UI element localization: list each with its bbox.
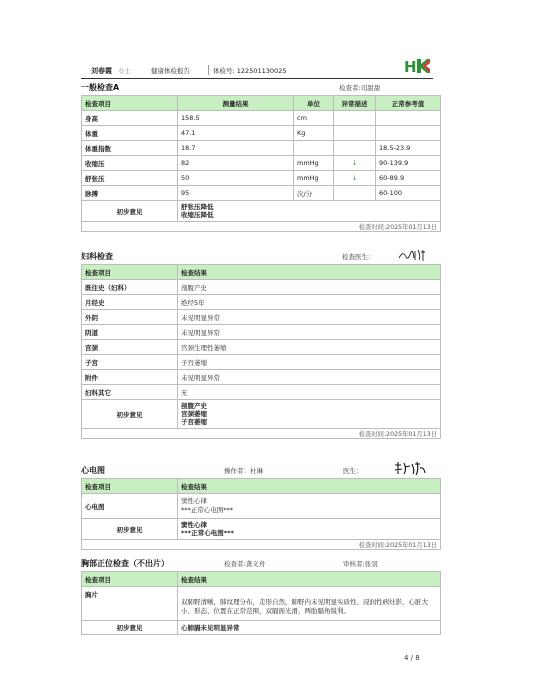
table-row [82, 370, 441, 385]
table-row [82, 111, 441, 126]
row-result: 18.7 [178, 141, 294, 156]
general-exam-table [81, 95, 441, 232]
exam-number: 体检号: 122501130025 [213, 67, 287, 75]
row-item: 体重指数 [82, 141, 178, 156]
general-inspector: 检查者:司甜甜 [339, 84, 381, 92]
row-item: 妇科其它 [82, 385, 178, 400]
summary-value: 窦性心律 ***正常心电图*** [178, 519, 441, 540]
ecg-operator: 操作者：杜琳 [224, 467, 263, 475]
row-result: 158.5 [178, 111, 294, 126]
doctor-signature-icon [397, 248, 427, 262]
row-item: 身高 [82, 111, 178, 126]
row-result: 剖腹产史 [178, 280, 441, 295]
patient-gender: 女士 [118, 67, 131, 75]
row-item: 子宫 [82, 355, 178, 370]
row-item: 既往史（妇科） [82, 280, 178, 295]
row-flag [334, 111, 376, 126]
summary-value: 剖腹产史 宫颈萎缩 子宫萎缩 [178, 400, 441, 429]
row-item: 脉搏 [82, 186, 178, 201]
summary-label: 初步意见 [82, 621, 178, 635]
table-row [82, 494, 441, 519]
row-result: 未见明显异常 [178, 310, 441, 325]
summary-row [82, 621, 441, 635]
table-row [82, 280, 441, 295]
row-unit: mmHg [294, 171, 334, 186]
row-ref: 60-100 [376, 186, 441, 201]
gyn-exam-title: 妇科检查 [81, 252, 113, 261]
summary-row [82, 519, 441, 540]
chest-exam-title: 胸部正位检查（不出片） [81, 559, 169, 568]
row-ref [376, 111, 441, 126]
exam-time: 检查时间:2025年01月13日 [82, 429, 441, 439]
row-flag [334, 126, 376, 141]
col-header-item: 检查项目 [82, 479, 178, 494]
row-result: 子宫萎缩 [178, 355, 441, 370]
chest-inspector: 检查者:龚义舟 [224, 560, 266, 568]
row-result: 50 [178, 171, 294, 186]
row-item: 阴道 [82, 325, 178, 340]
summary-value: 心肺膈未见明显异常 [178, 621, 441, 635]
row-result: 宫颈生理性萎缩 [178, 340, 441, 355]
general-exam-title: 一般检查A [81, 83, 120, 92]
row-unit: mmHg [294, 156, 334, 171]
table-row [82, 385, 441, 400]
row-result: 82 [178, 156, 294, 171]
page-number: 4 / 8 [404, 654, 420, 662]
down-arrow-icon: ↓ [334, 171, 376, 186]
doctor-signature-icon [393, 461, 427, 476]
row-item: 体重 [82, 126, 178, 141]
row-item: 舒张压 [82, 171, 178, 186]
hk-logo-icon [404, 57, 430, 75]
table-row [82, 156, 441, 171]
header-divider [208, 65, 209, 75]
col-header-item: 检查项目 [82, 96, 178, 111]
col-header-result: 检查结果 [178, 479, 441, 494]
table-row [82, 186, 441, 201]
row-flag [334, 186, 376, 201]
col-header-unit: 单位 [294, 96, 334, 111]
summary-label: 初步意见 [82, 519, 178, 540]
row-item: 心电图 [82, 494, 178, 519]
row-ref: 90-139.9 [376, 156, 441, 171]
report-header [81, 62, 433, 78]
row-item: 月经史 [82, 295, 178, 310]
summary-label: 初步意见 [82, 400, 178, 429]
chest-reviewer: 审核者:张羽 [343, 560, 378, 568]
row-ref: 60-89.9 [376, 171, 441, 186]
table-row [82, 295, 441, 310]
row-item: 收缩压 [82, 156, 178, 171]
chest-exam-table [81, 571, 441, 635]
gyn-doctor-label: 检查医生： [342, 253, 375, 261]
table-row [82, 340, 441, 355]
row-item: 外阴 [82, 310, 178, 325]
summary-row [82, 400, 441, 429]
row-item: 胸片 [82, 587, 178, 621]
table-row [82, 141, 441, 156]
row-result: 双肺野清晰，肺纹理分布，走形自然，肺野内未见明显实质性、浸润性病灶影，心脏大小、形态、位置在正常范围，双膈面光滑，两肋膈角锐利。 [178, 587, 441, 621]
summary-value: 舒张压降低 收缩压降低 [178, 201, 441, 222]
ecg-doctor-label: 医生： [343, 467, 363, 475]
col-header-flag: 异常描述 [334, 96, 376, 111]
report-title: 健康体检报告 [151, 67, 190, 75]
row-result: 窦性心律 ***正常心电图*** [178, 494, 441, 519]
summary-label: 初步意见 [82, 201, 178, 222]
col-header-result: 检查结果 [178, 265, 441, 280]
row-result: 未见明显异常 [178, 370, 441, 385]
patient-name: 刘春霞 [91, 67, 112, 75]
row-unit: 次/分 [294, 186, 334, 201]
table-row [82, 171, 441, 186]
table-row [82, 126, 441, 141]
svg-text:H: H [404, 58, 417, 75]
row-result: 未见明显异常 [178, 325, 441, 340]
gyn-exam-table [81, 264, 441, 439]
row-result: 无 [178, 385, 441, 400]
row-result: 47.1 [178, 126, 294, 141]
col-header-item: 检查项目 [82, 265, 178, 280]
col-header-result: 测量结果 [178, 96, 294, 111]
table-row [82, 355, 441, 370]
row-item: 附件 [82, 370, 178, 385]
row-unit: Kg [294, 126, 334, 141]
row-ref: 18.5-23.9 [376, 141, 441, 156]
col-header-item: 检查项目 [82, 572, 178, 587]
row-ref [376, 126, 441, 141]
ecg-table [81, 478, 441, 550]
row-item: 宫颈 [82, 340, 178, 355]
row-result: 95 [178, 186, 294, 201]
summary-row [82, 201, 441, 222]
col-header-result: 检查结果 [178, 572, 441, 587]
down-arrow-icon: ↓ [334, 156, 376, 171]
exam-time: 检查时间:2025年01月13日 [82, 540, 441, 550]
row-unit [294, 141, 334, 156]
ecg-title: 心电图 [81, 466, 105, 475]
exam-time: 检查时间:2025年01月13日 [82, 222, 441, 232]
table-row [82, 325, 441, 340]
header-rule [81, 78, 433, 79]
table-row [82, 587, 441, 621]
col-header-ref: 正常参考值 [376, 96, 441, 111]
row-flag [334, 141, 376, 156]
table-row [82, 310, 441, 325]
row-result: 绝经5年 [178, 295, 441, 310]
row-unit: cm [294, 111, 334, 126]
